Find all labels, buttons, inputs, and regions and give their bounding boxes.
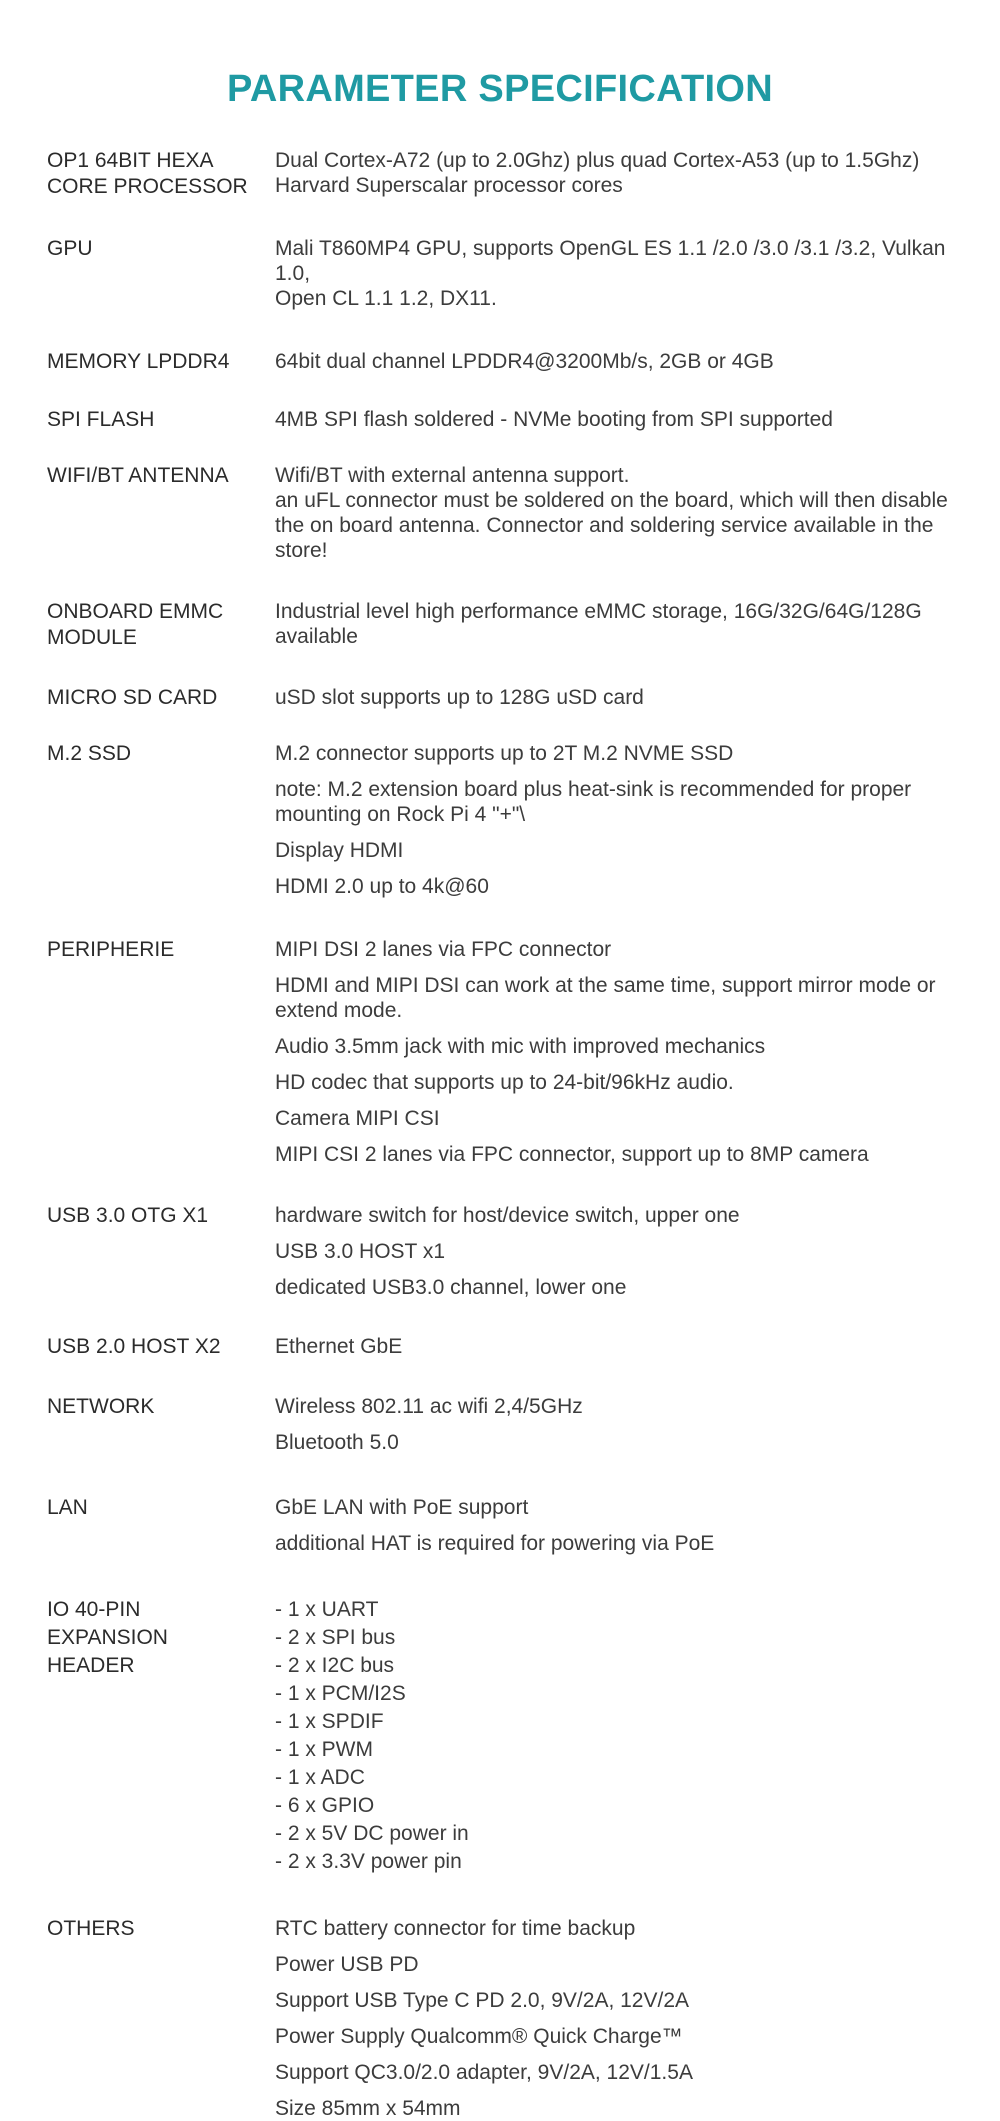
spec-value-paragraph [275, 1275, 967, 1300]
spec-value-paragraph [275, 973, 967, 1023]
spec-value-paragraph [275, 1596, 967, 1876]
spec-label [47, 937, 275, 963]
spec-value [275, 937, 967, 1167]
spec-value-line: - 1 x UART [275, 1598, 379, 1621]
spec-value-paragraph [275, 1531, 967, 1556]
spec-value-line: MIPI CSI 2 lanes via FPC connector, support up to 8MP camera [275, 1143, 869, 1166]
spec-value-line: - 2 x 3.3V power pin [275, 1850, 462, 1873]
spec-label-line: SPI FLASH [47, 408, 155, 431]
spec-label [47, 1203, 275, 1229]
spec-value-line: USB 3.0 HOST x1 [275, 1240, 446, 1263]
spec-label [47, 741, 275, 767]
spec-value-paragraph [275, 1106, 967, 1131]
spec-value [275, 1394, 967, 1455]
spec-label-line: ONBOARD EMMC [47, 600, 224, 623]
spec-value-line: - 1 x PWM [275, 1738, 373, 1761]
spec-value-line: Camera MIPI CSI [275, 1107, 440, 1130]
spec-value-line: - 2 x 5V DC power in [275, 1822, 469, 1845]
spec-row [47, 148, 967, 200]
spec-value-line: Open CL 1.1 1.2, DX11. [275, 287, 497, 310]
spec-value-line: Bluetooth 5.0 [275, 1431, 399, 1454]
spec-row [47, 349, 967, 375]
spec-row [47, 685, 967, 711]
spec-value-line: MIPI DSI 2 lanes via FPC connector [275, 938, 612, 961]
spec-value-line: Support USB Type C PD 2.0, 9V/2A, 12V/2A [275, 1989, 690, 2012]
spec-value-line: - 6 x GPIO [275, 1794, 375, 1817]
spec-value-line: Power USB PD [275, 1953, 419, 1976]
spec-value-paragraph [275, 874, 967, 899]
spec-value-line: an uFL connector must be soldered on the board, which will then disable [275, 489, 948, 512]
spec-value-paragraph [275, 2060, 967, 2085]
spec-value-line: mounting on Rock Pi 4 "+"\ [275, 803, 526, 826]
spec-value-paragraph [275, 1495, 967, 1520]
spec-label-line: IO 40-PIN [47, 1598, 141, 1621]
spec-value [275, 741, 967, 899]
spec-label [47, 599, 275, 651]
spec-value-line: - 2 x I2C bus [275, 1654, 395, 1677]
spec-value-paragraph [275, 1034, 967, 1059]
spec-row [47, 1596, 967, 1876]
spec-value-line: available [275, 625, 358, 648]
spec-label [47, 1334, 275, 1360]
spec-label-line: MICRO SD CARD [47, 686, 218, 709]
spec-row [47, 1495, 967, 1556]
spec-label-line: OP1 64BIT HEXA [47, 149, 214, 172]
spec-label [47, 407, 275, 433]
spec-value-line: Power Supply Qualcomm® Quick Charge™ [275, 2025, 683, 2048]
spec-value-paragraph [275, 1142, 967, 1167]
spec-value-paragraph [275, 838, 967, 863]
spec-value-paragraph [275, 777, 967, 827]
spec-value-line: note: M.2 extension board plus heat-sink is recommended for proper [275, 778, 912, 801]
spec-label-line: MODULE [47, 626, 137, 649]
spec-value-line: 64bit dual channel LPDDR4@3200Mb/s, 2GB or 4GB [275, 350, 774, 373]
spec-value-line: Support QC3.0/2.0 adapter, 9V/2A, 12V/1.5A [275, 2061, 693, 2084]
spec-value [275, 599, 967, 649]
spec-row [47, 741, 967, 899]
spec-value-paragraph [275, 148, 967, 198]
spec-value [275, 463, 967, 563]
spec-label-line: USB 3.0 OTG X1 [47, 1204, 209, 1227]
spec-value-line: Harvard Superscalar processor cores [275, 174, 623, 197]
spec-label-line: NETWORK [47, 1395, 155, 1418]
spec-value-paragraph [275, 685, 967, 710]
spec-value-line: Dual Cortex-A72 (up to 2.0Ghz) plus quad Cortex-A53 (up to 1.5Ghz) [275, 149, 920, 172]
spec-value-line: Wireless 802.11 ac wifi 2,4/5GHz [275, 1395, 583, 1418]
spec-value-paragraph [275, 1203, 967, 1228]
spec-row [47, 1916, 967, 2121]
spec-value [275, 236, 967, 311]
spec-value-paragraph [275, 1334, 967, 1359]
spec-label [47, 148, 275, 200]
spec-label [47, 1596, 275, 1680]
spec-row [47, 1334, 967, 1360]
spec-value-line: - 2 x SPI bus [275, 1626, 396, 1649]
spec-value-line: Mali T860MP4 GPU, supports OpenGL ES 1.1 /2.0 /3.0 /3.1 /3.2, Vulkan 1.0, [275, 237, 946, 285]
spec-value-line: uSD slot supports up to 128G uSD card [275, 686, 644, 709]
spec-label-line: OTHERS [47, 1917, 135, 1940]
spec-value [275, 349, 967, 374]
spec-label-line: WIFI/BT ANTENNA [47, 464, 229, 487]
spec-label-line: MEMORY LPDDR4 [47, 350, 230, 373]
spec-value-paragraph [275, 236, 967, 311]
spec-value-paragraph [275, 1070, 967, 1095]
spec-label-line: LAN [47, 1496, 88, 1519]
spec-value-line: HD codec that supports up to 24-bit/96kHz audio. [275, 1071, 734, 1094]
spec-value [275, 1203, 967, 1300]
spec-value-paragraph [275, 2024, 967, 2049]
spec-value-line: Display HDMI [275, 839, 404, 862]
spec-label [47, 236, 275, 262]
spec-value-line: 4MB SPI flash soldered - NVMe booting from SPI supported [275, 408, 833, 431]
spec-value-line: store! [275, 539, 328, 562]
spec-value-paragraph [275, 741, 967, 766]
spec-row [47, 1394, 967, 1455]
spec-label [47, 463, 275, 489]
spec-value-line: Size 85mm x 54mm [275, 2097, 461, 2120]
spec-label [47, 1916, 275, 1942]
spec-label [47, 1495, 275, 1521]
spec-row [47, 407, 967, 433]
spec-value-line: - 1 x PCM/I2S [275, 1682, 406, 1705]
spec-label-line: GPU [47, 237, 93, 260]
spec-value-line: additional HAT is required for powering via PoE [275, 1532, 715, 1555]
spec-value-paragraph [275, 349, 967, 374]
spec-value-paragraph [275, 407, 967, 432]
spec-label [47, 685, 275, 711]
spec-value-line: extend mode. [275, 999, 403, 1022]
page-title: PARAMETER SPECIFICATION [227, 68, 773, 110]
spec-value-line: Ethernet GbE [275, 1335, 403, 1358]
spec-row [47, 463, 967, 563]
spec-value [275, 1495, 967, 1556]
spec-value-paragraph [275, 1988, 967, 2013]
spec-label-line: HEADER [47, 1654, 135, 1677]
spec-value-paragraph [275, 1952, 967, 1977]
spec-value-line: hardware switch for host/device switch, upper one [275, 1204, 740, 1227]
spec-label-line: CORE PROCESSOR [47, 175, 248, 198]
spec-value-line: - 1 x ADC [275, 1766, 365, 1789]
spec-value-paragraph [275, 937, 967, 962]
spec-row [47, 236, 967, 311]
spec-row [47, 937, 967, 1167]
spec-label-line: PERIPHERIE [47, 938, 175, 961]
spec-value-paragraph [275, 599, 967, 649]
spec-label [47, 1394, 275, 1420]
spec-table [47, 148, 967, 2121]
spec-row [47, 599, 967, 651]
spec-value-line: RTC battery connector for time backup [275, 1917, 636, 1940]
spec-value-paragraph [275, 2096, 967, 2121]
spec-value-line: Industrial level high performance eMMC storage, 16G/32G/64G/128G [275, 600, 922, 623]
spec-value-line: dedicated USB3.0 channel, lower one [275, 1276, 627, 1299]
spec-value [275, 1596, 967, 1876]
spec-value [275, 407, 967, 432]
spec-label [47, 349, 275, 375]
spec-value [275, 1916, 967, 2121]
spec-value [275, 148, 967, 198]
spec-value-line: M.2 connector supports up to 2T M.2 NVME SSD [275, 742, 734, 765]
spec-value-paragraph [275, 1430, 967, 1455]
spec-value-paragraph [275, 463, 967, 563]
spec-value-line: Audio 3.5mm jack with mic with improved mechanics [275, 1035, 766, 1058]
spec-value-line: - 1 x SPDIF [275, 1710, 384, 1733]
spec-value-paragraph [275, 1916, 967, 1941]
spec-label-line: EXPANSION [47, 1626, 168, 1649]
spec-row [47, 1203, 967, 1300]
spec-value [275, 685, 967, 710]
spec-label-line: M.2 SSD [47, 742, 132, 765]
spec-value-line: HDMI and MIPI DSI can work at the same time, support mirror mode or [275, 974, 936, 997]
spec-value-line: Wifi/BT with external antenna support. [275, 464, 630, 487]
spec-value [275, 1334, 967, 1359]
spec-value-line: the on board antenna. Connector and soldering service available in the [275, 514, 934, 537]
spec-value-line: GbE LAN with PoE support [275, 1496, 529, 1519]
spec-label-line: USB 2.0 HOST X2 [47, 1335, 221, 1358]
spec-value-paragraph [275, 1239, 967, 1264]
spec-value-paragraph [275, 1394, 967, 1419]
spec-value-line: HDMI 2.0 up to 4k@60 [275, 875, 489, 898]
